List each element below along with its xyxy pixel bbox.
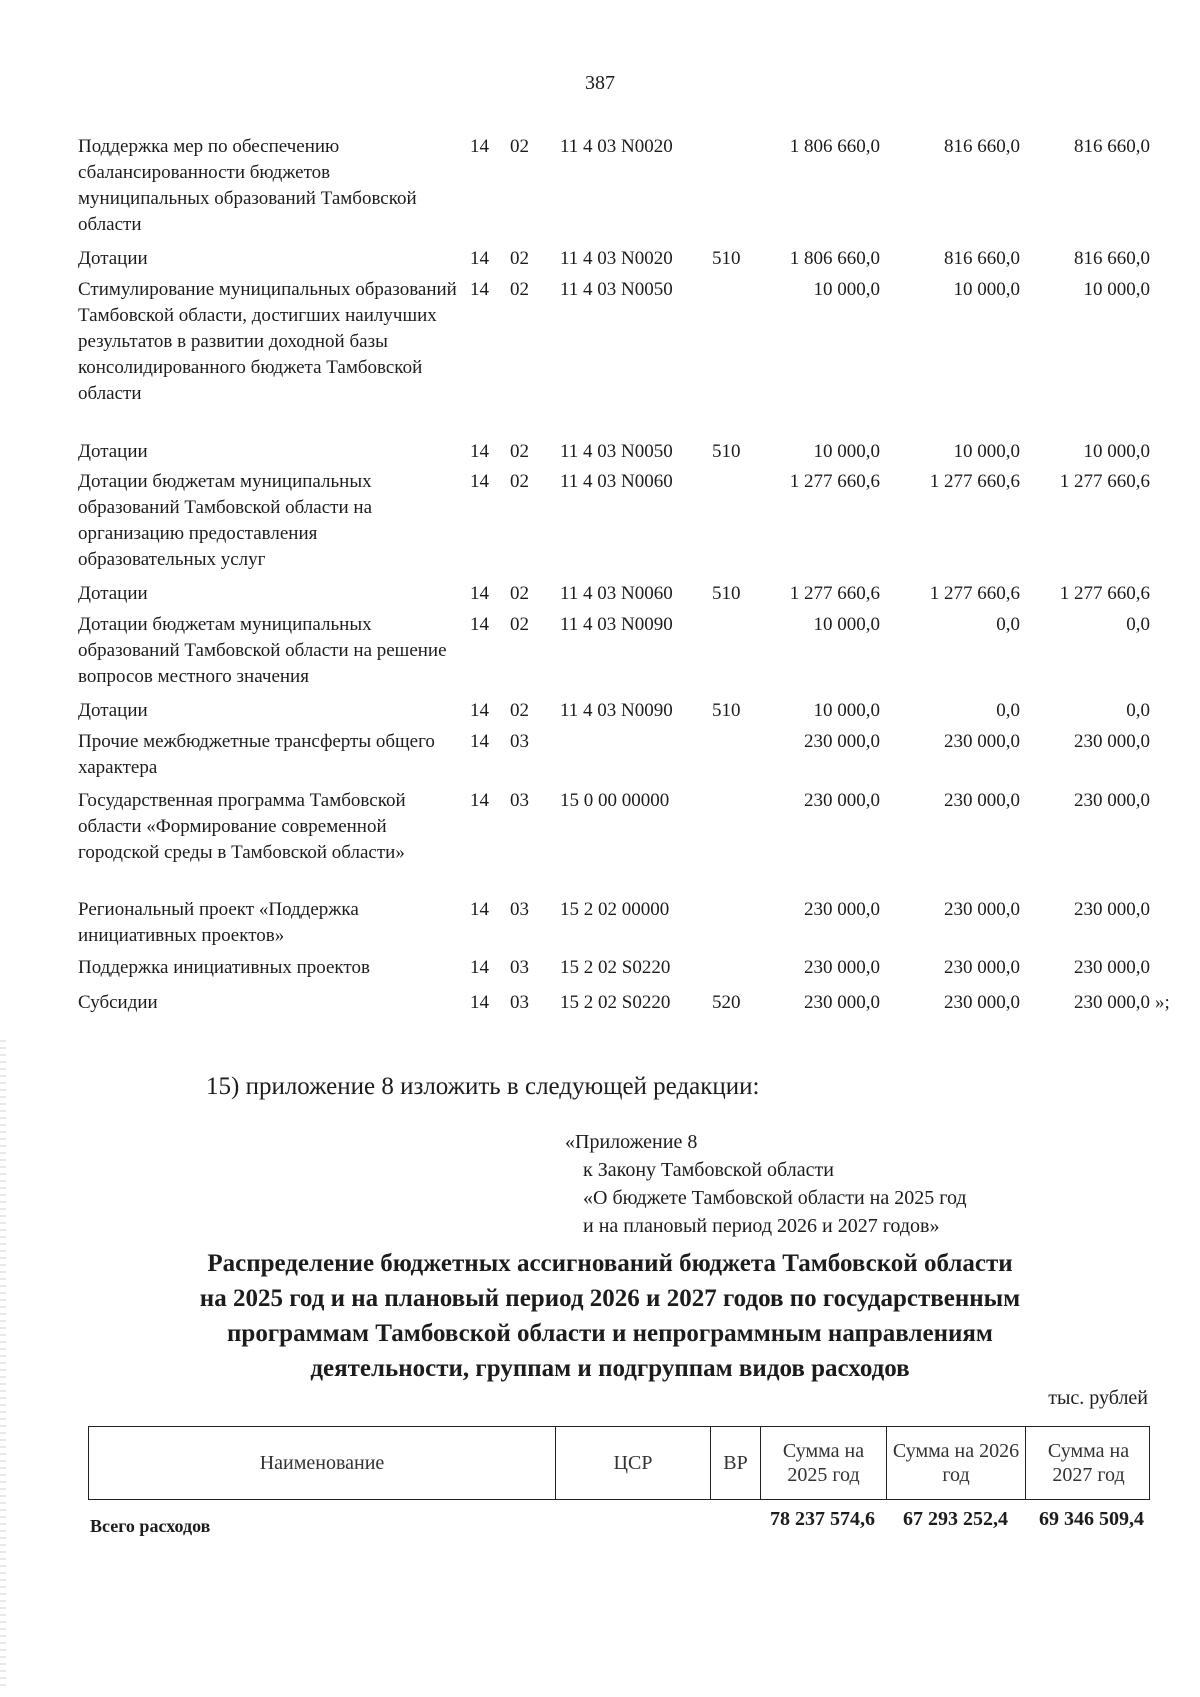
row-value-2025: 10 000,0 <box>813 700 880 721</box>
row-value-2027: 10 000,0 <box>1083 279 1150 300</box>
row-razdel: 14 <box>470 279 489 300</box>
row-value-2025: 1 806 660,0 <box>789 136 880 157</box>
row-csr: 11 4 03 N0050 <box>560 279 673 300</box>
row-value-2026: 816 660,0 <box>944 136 1020 157</box>
total-label: Всего расходов <box>90 1516 211 1536</box>
row-vr: 510 <box>712 700 741 721</box>
row-name: Государственная программа Тамбовской области «Формирование современной городской среды в Тамбовской области» <box>78 790 406 863</box>
row-razdel: 14 <box>470 471 489 492</box>
row-value-2026: 1 277 660,6 <box>929 583 1020 604</box>
page-number: 387 <box>585 72 615 94</box>
table-header <box>88 1426 1150 1500</box>
header-2026: Сумма на 2026 год <box>886 1427 1025 1499</box>
row-podrazdel: 03 <box>510 899 529 920</box>
row-name: Региональный проект «Поддержка инициативных проектов» <box>78 899 359 946</box>
row-name: Стимулирование муниципальных образований Тамбовской области, достигших наилучших результатов в развитии доходной базы консолидированного бюджета Тамбовской области <box>78 279 457 404</box>
row-value-2025: 1 806 660,0 <box>789 248 880 269</box>
row-value-2026: 230 000,0 <box>944 790 1020 811</box>
total-2026: 67 293 252,4 <box>903 1508 1008 1530</box>
row-csr: 11 4 03 N0090 <box>560 700 673 721</box>
header-vr: ВР <box>710 1427 760 1499</box>
row-value-2027: 0,0 <box>1126 700 1150 721</box>
row-podrazdel: 03 <box>510 790 529 811</box>
appendix-line: «О бюджете Тамбовской области на 2025 год <box>583 1187 967 1209</box>
appendix-line: к Закону Тамбовской области <box>583 1159 834 1181</box>
row-razdel: 14 <box>470 248 489 269</box>
row-podrazdel: 02 <box>510 279 529 300</box>
row-name: Дотации <box>78 700 148 721</box>
total-2027: 69 346 509,4 <box>1039 1508 1144 1530</box>
row-csr: 11 4 03 N0020 <box>560 136 673 157</box>
row-name: Прочие межбюджетные трансферты общего характера <box>78 731 435 778</box>
row-razdel: 14 <box>470 790 489 811</box>
row-podrazdel: 02 <box>510 700 529 721</box>
row-value-2026: 10 000,0 <box>953 441 1020 462</box>
row-csr: 11 4 03 N0050 <box>560 441 673 462</box>
row-value-2025: 10 000,0 <box>813 614 880 635</box>
row-value-2025: 230 000,0 <box>804 790 880 811</box>
appendix-line: «Приложение 8 <box>565 1131 698 1153</box>
closing-quote-mark: »; <box>1155 992 1170 1013</box>
title-line: деятельности, группам и подгруппам видов расходов <box>310 1355 910 1382</box>
row-name: Дотации бюджетам муниципальных образований Тамбовской области на решение вопросов местного значения <box>78 614 447 687</box>
row-csr: 11 4 03 N0060 <box>560 471 673 492</box>
title-line: на 2025 год и на плановый период 2026 и 2027 годов по государственным <box>199 1285 1021 1312</box>
title-line: программам Тамбовской области и непрограммным направлениям <box>227 1320 993 1347</box>
row-value-2025: 10 000,0 <box>813 279 880 300</box>
row-podrazdel: 02 <box>510 471 529 492</box>
row-name: Дотации <box>78 583 148 604</box>
row-value-2027: 230 000,0 <box>1074 899 1150 920</box>
row-value-2025: 230 000,0 <box>804 899 880 920</box>
row-podrazdel: 02 <box>510 583 529 604</box>
row-csr: 11 4 03 N0020 <box>560 248 673 269</box>
row-value-2027: 1 277 660,6 <box>1059 471 1150 492</box>
row-vr: 510 <box>712 441 741 462</box>
row-value-2026: 10 000,0 <box>953 279 1020 300</box>
amendment-instruction: 15) приложение 8 изложить в следующей редакции: <box>206 1073 760 1100</box>
row-value-2026: 230 000,0 <box>944 899 1020 920</box>
row-value-2027: 10 000,0 <box>1083 441 1150 462</box>
row-value-2026: 1 277 660,6 <box>929 471 1020 492</box>
row-razdel: 14 <box>470 957 489 978</box>
row-podrazdel: 03 <box>510 957 529 978</box>
row-value-2026: 230 000,0 <box>944 731 1020 752</box>
total-2025: 78 237 574,6 <box>770 1508 875 1530</box>
row-value-2025: 10 000,0 <box>813 441 880 462</box>
row-podrazdel: 03 <box>510 992 529 1013</box>
row-vr: 510 <box>712 583 741 604</box>
row-csr: 15 2 02 S0220 <box>560 957 671 978</box>
row-podrazdel: 02 <box>510 441 529 462</box>
header-name: Наименование <box>259 1452 385 1474</box>
row-name: Поддержка мер по обеспечению сбалансированности бюджетов муниципальных образований Тамбовской области <box>78 136 417 235</box>
row-value-2025: 1 277 660,6 <box>789 583 880 604</box>
row-value-2026: 230 000,0 <box>944 992 1020 1013</box>
row-value-2025: 230 000,0 <box>804 992 880 1013</box>
header-csr: ЦСР <box>555 1427 710 1499</box>
row-value-2027: 230 000,0 <box>1074 731 1150 752</box>
row-value-2026: 230 000,0 <box>944 957 1020 978</box>
header-2027: Сумма на 2027 год <box>1025 1427 1151 1499</box>
row-value-2025: 230 000,0 <box>804 731 880 752</box>
row-value-2025: 1 277 660,6 <box>789 471 880 492</box>
row-razdel: 14 <box>470 583 489 604</box>
row-value-2026: 0,0 <box>996 700 1020 721</box>
row-vr: 520 <box>712 992 741 1013</box>
row-value-2026: 816 660,0 <box>944 248 1020 269</box>
row-razdel: 14 <box>470 441 489 462</box>
scan-edge-artifact <box>0 1040 6 1690</box>
total-row <box>0 1508 1200 1538</box>
row-value-2027: 230 000,0 <box>1074 790 1150 811</box>
header-2025: Сумма на 2025 год <box>760 1427 886 1499</box>
units-label: тыс. рублей <box>1048 1387 1148 1409</box>
row-csr: 15 2 02 S0220 <box>560 992 671 1013</box>
document-title <box>100 1246 1120 1386</box>
row-podrazdel: 03 <box>510 731 529 752</box>
row-razdel: 14 <box>470 700 489 721</box>
title-line: Распределение бюджетных ассигнований бюджета Тамбовской области <box>207 1250 1013 1277</box>
row-value-2027: 230 000,0 <box>1074 992 1150 1013</box>
row-razdel: 14 <box>470 136 489 157</box>
appendix-line: и на плановый период 2026 и 2027 годов» <box>583 1215 940 1237</box>
row-csr: 15 2 02 00000 <box>560 899 670 920</box>
row-name: Субсидии <box>78 992 158 1013</box>
row-value-2027: 816 660,0 <box>1074 136 1150 157</box>
row-podrazdel: 02 <box>510 614 529 635</box>
row-value-2027: 1 277 660,6 <box>1059 583 1150 604</box>
row-podrazdel: 02 <box>510 248 529 269</box>
row-csr: 11 4 03 N0060 <box>560 583 673 604</box>
row-vr: 510 <box>712 248 741 269</box>
row-value-2027: 816 660,0 <box>1074 248 1150 269</box>
row-value-2027: 230 000,0 <box>1074 957 1150 978</box>
row-name: Поддержка инициативных проектов <box>78 957 370 978</box>
row-name: Дотации <box>78 248 148 269</box>
row-value-2025: 230 000,0 <box>804 957 880 978</box>
row-podrazdel: 02 <box>510 136 529 157</box>
row-value-2026: 0,0 <box>996 614 1020 635</box>
appendix-header <box>565 1128 967 1240</box>
row-csr: 15 0 00 00000 <box>560 790 670 811</box>
row-name: Дотации бюджетам муниципальных образований Тамбовской области на организацию предоставления образовательных услуг <box>78 471 372 570</box>
row-razdel: 14 <box>470 731 489 752</box>
row-razdel: 14 <box>470 614 489 635</box>
row-csr: 11 4 03 N0090 <box>560 614 673 635</box>
row-value-2027: 0,0 <box>1126 614 1150 635</box>
row-razdel: 14 <box>470 899 489 920</box>
row-name: Дотации <box>78 441 148 462</box>
row-razdel: 14 <box>470 992 489 1013</box>
